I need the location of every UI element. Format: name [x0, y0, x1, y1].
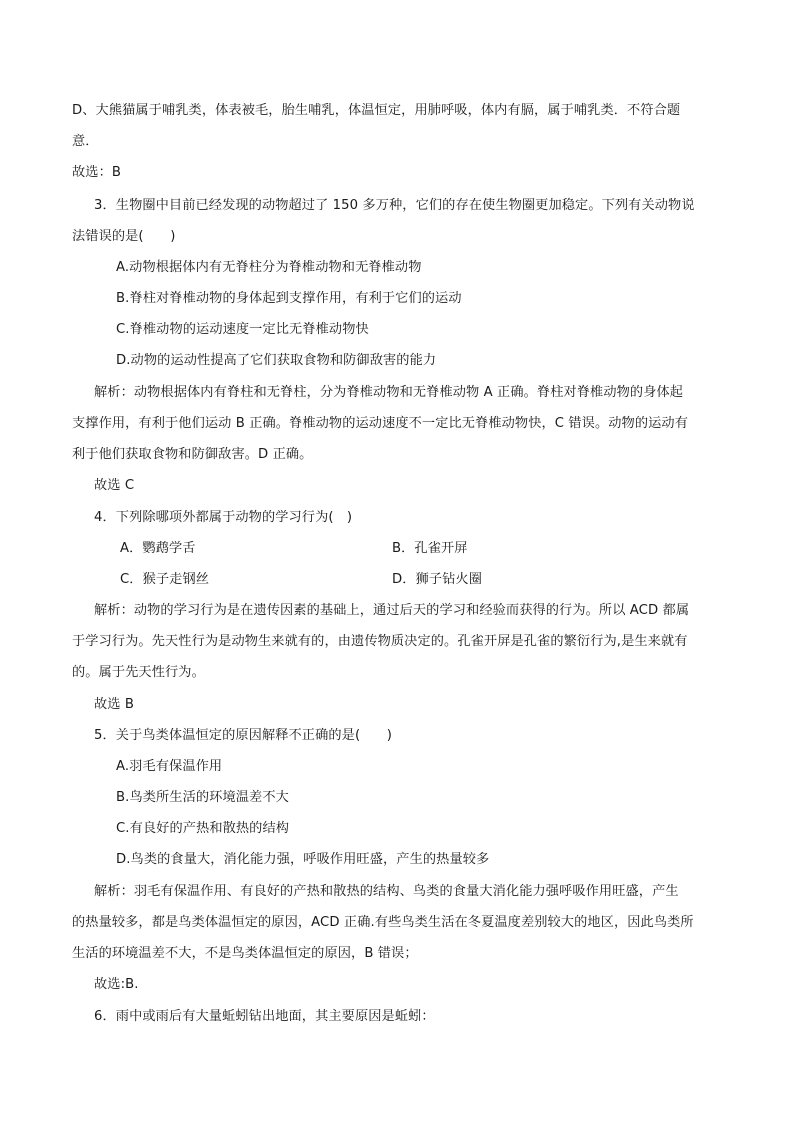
q4-stem: 4．下列除哪项外都属于动物的学习行为( ) — [94, 510, 353, 525]
q2-answer: 故选：B — [72, 165, 122, 180]
q3-analysis-line: 解析：动物根据体内有脊柱和无脊柱，分为脊椎动物和无脊椎动物 A 正确。脊柱对脊椎动物的身体起 — [94, 385, 684, 400]
q4-option-a: A．鹦鹉学舌 — [120, 541, 196, 556]
q4-analysis-line: 于学习行为。先天性行为是动物生来就有的，由遗传物质决定的。孔雀开屏是孔雀的繁衍行为,是生来就有 — [72, 634, 688, 649]
q6-stem: 6．雨中或雨后有大量蚯蚓钻出地面，其主要原因是蚯蚓： — [94, 1009, 435, 1024]
q5-option-c: C.有良好的产热和散热的结构 — [116, 821, 290, 836]
q5-analysis-line: 解析：羽毛有保温作用、有良好的产热和散热的结构、鸟类的食量大消化能力强呼吸作用旺盛，产生 — [94, 884, 679, 899]
q3-option-c: C.脊椎动物的运动速度一定比无脊椎动物快 — [116, 322, 369, 337]
q4-option-d: D．狮子钻火圈 — [392, 572, 482, 587]
q5-answer: 故选:B. — [94, 977, 139, 992]
q3-option-a: A.动物根据体内有无脊柱分为脊椎动物和无脊椎动物 — [116, 260, 422, 275]
q4-option-b: B．孔雀开屏 — [392, 541, 468, 556]
q4-analysis-line: 解析：动物的学习行为是在遗传因素的基础上，通过后天的学习和经验而获得的行为。所以 ACD 都属 — [94, 603, 690, 618]
q3-stem: 法错误的是( ) — [72, 229, 176, 244]
q2-analysis-line: 意． — [72, 134, 99, 149]
q3-analysis-line: 利于他们获取食物和防御敌害。D 正确。 — [72, 447, 313, 462]
q4-answer: 故选 B — [94, 697, 135, 712]
q5-option-d: D.鸟类的食量大，消化能力强，呼吸作用旺盛，产生的热量较多 — [116, 852, 490, 867]
q5-analysis-line: 生活的环境温差不大，不是鸟类体温恒定的原因，B 错误； — [72, 946, 418, 961]
q3-option-b: B.脊柱对脊椎动物的身体起到支撑作用，有利于它们的运动 — [116, 291, 462, 306]
q3-analysis-line: 支撑作用，有利于他们运动 B 正确。脊椎动物的运动速度不一定比无脊椎动物快，C 错误。动物的运动有 — [72, 416, 688, 431]
q4-analysis-line: 的。属于先天性行为。 — [72, 665, 205, 680]
q5-option-b: B.鸟类所生活的环境温差不大 — [116, 790, 289, 805]
q5-analysis-line: 的热量较多，都是鸟类体温恒定的原因，ACD 正确.有些鸟类生活在冬夏温度差别较大的地区，因此鸟类所 — [72, 915, 694, 930]
q2-analysis-line: D、大熊猫属于哺乳类，体表被毛，胎生哺乳，体温恒定，用肺呼吸，体内有膈，属于哺乳类．不符合题 — [72, 103, 681, 118]
q3-option-d: D.动物的运动性提高了它们获取食物和防御敌害的能力 — [116, 353, 437, 368]
q5-stem: 5．关于鸟类体温恒定的原因解释不正确的是( ) — [94, 728, 393, 743]
q5-option-a: A.羽毛有保温作用 — [116, 759, 223, 774]
q3-answer: 故选 C — [94, 478, 135, 493]
q4-option-c: C．猴子走钢丝 — [120, 572, 210, 587]
q3-stem: 3．生物圈中目前已经发现的动物超过了 150 多万种，它们的存在使生物圈更加稳定。下列有关动物说 — [94, 198, 695, 213]
